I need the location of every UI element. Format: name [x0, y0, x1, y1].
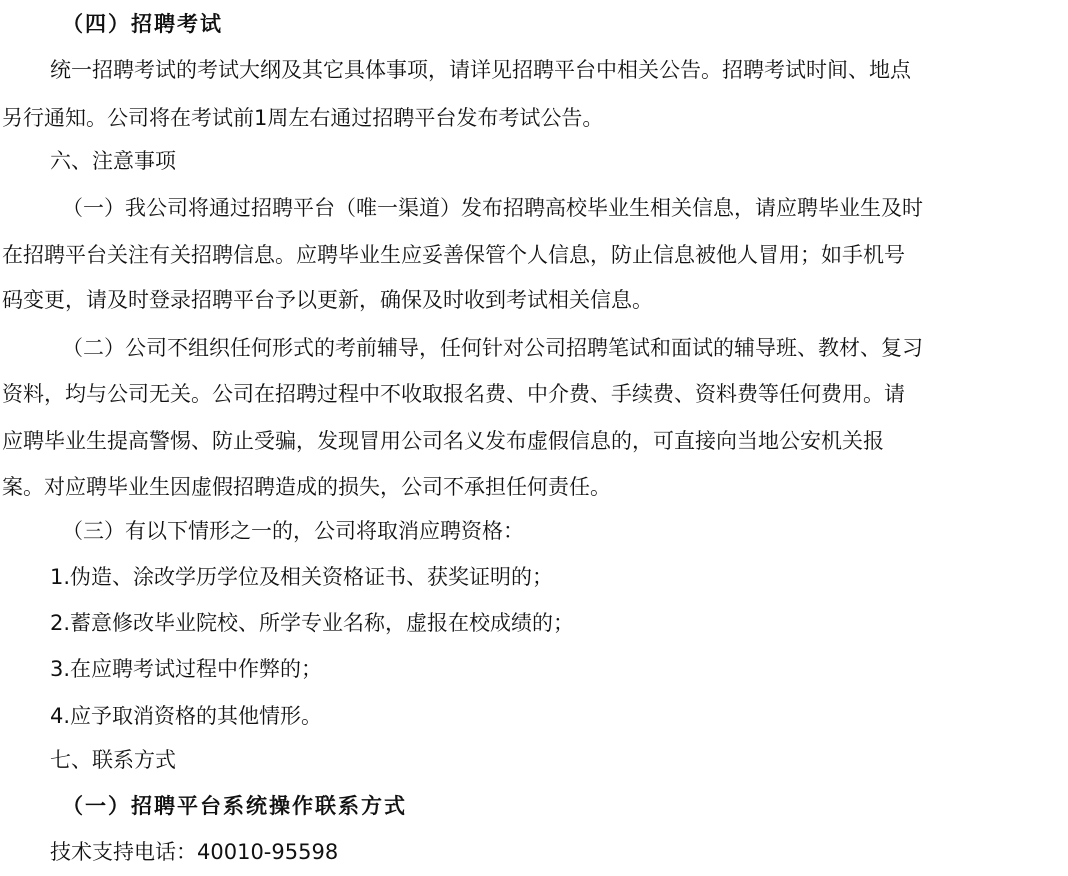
- list-item: 1.伪造、涂改学历学位及相关资格证书、获奖证明的；: [50, 565, 554, 589]
- paragraph-line: 另行通知。公司将在考试前1周左右通过招聘平台发布考试公告。: [2, 106, 604, 130]
- list-item: 3.在应聘考试过程中作弊的；: [50, 657, 323, 681]
- paragraph-line: （二）公司不组织任何形式的考前辅导，任何针对公司招聘笔试和面试的辅导班、教材、复习: [62, 336, 923, 360]
- paragraph-line: 案。对应聘毕业生因虚假招聘造成的损失，公司不承担任何责任。: [2, 475, 611, 499]
- section-heading-contact: 七、联系方式: [50, 748, 176, 772]
- paragraph-line: 应聘毕业生提高警惕、防止受骗，发现冒用公司名义发布虚假信息的，可直接向当地公安机关报: [2, 429, 884, 453]
- list-item: 4.应予取消资格的其他情形。: [50, 704, 323, 728]
- paragraph-line: 统一招聘考试的考试大纲及其它具体事项，请详见招聘平台中相关公告。招聘考试时间、地点: [50, 58, 911, 82]
- paragraph-line: 在招聘平台关注有关招聘信息。应聘毕业生应妥善保管个人信息，防止信息被他人冒用；如手机号: [2, 243, 905, 267]
- support-phone-text: 技术支持电话：40010-95598: [50, 840, 339, 864]
- paragraph-line: （三）有以下情形之一的，公司将取消应聘资格：: [62, 519, 524, 543]
- paragraph-line: 资料，均与公司无关。公司在招聘过程中不收取报名费、中介费、手续费、资料费等任何费用。请: [2, 382, 905, 406]
- section-heading-notes: 六、注意事项: [50, 149, 176, 173]
- list-item: 2.蓄意修改毕业院校、所学专业名称，虚报在校成绩的；: [50, 611, 575, 635]
- heading-recruitment-exam: （四）招聘考试: [62, 11, 223, 36]
- paragraph-line: （一）我公司将通过招聘平台（唯一渠道）发布招聘高校毕业生相关信息，请应聘毕业生及时: [62, 196, 923, 220]
- paragraph-line: 码变更，请及时登录招聘平台予以更新，确保及时收到考试相关信息。: [2, 288, 653, 312]
- heading-platform-contact: （一）招聘平台系统操作联系方式: [62, 793, 407, 818]
